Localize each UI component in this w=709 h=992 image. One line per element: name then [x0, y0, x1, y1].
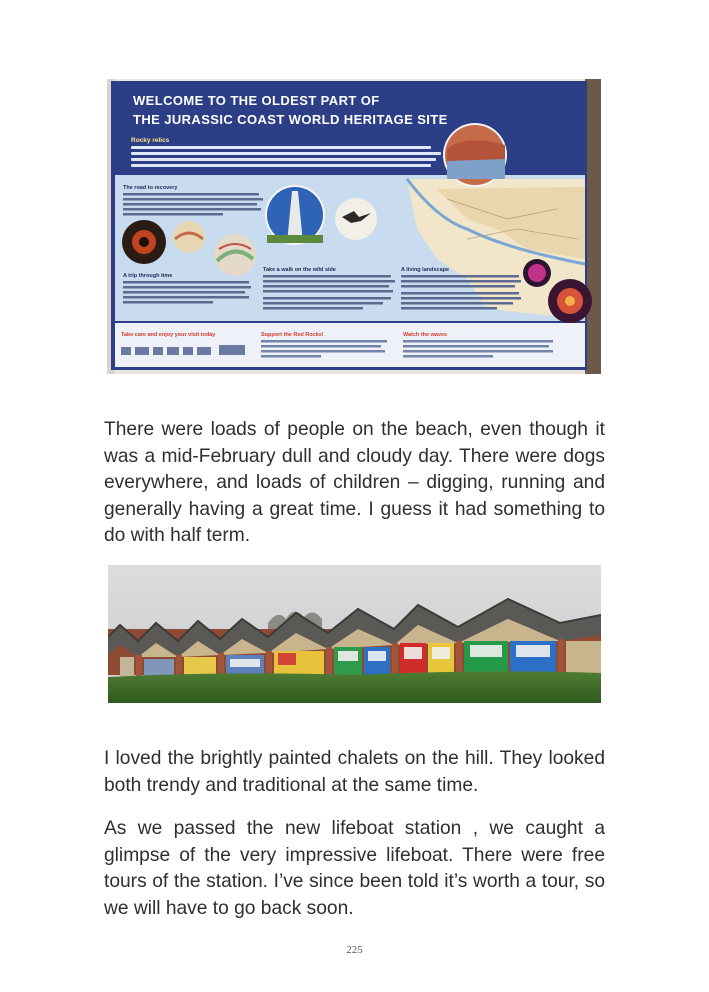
sign-section-heading: Support the Red Rocks! [261, 332, 324, 338]
sign-title-line1: WELCOME TO THE OLDEST PART OF [133, 93, 380, 108]
sign-section-heading: Take care and enjoy your visit today [121, 332, 216, 338]
sign-section-heading: A trip through time [123, 273, 173, 279]
sign-title-line2: THE JURASSIC COAST WORLD HERITAGE SITE [133, 112, 448, 127]
sign-section-heading: Rocky relics [131, 137, 170, 144]
paragraph-beach: There were loads of people on the beach, even though it was a mid-February dull and cloudy day. There were dogs everywhere, and loads of children – digging, running and generally having a great time. I guess it had something to do with half term. [104, 419, 605, 547]
chalets-photo [108, 565, 601, 703]
page-number: 225 [346, 944, 363, 956]
sign-section-heading: A living landscape [401, 267, 450, 273]
paragraph-chalets: I loved the brightly painted chalets on the hill. They looked both trendy and traditional at the same time. [104, 748, 605, 796]
paragraph-lifeboat: As we passed the new lifeboat station , we caught a glimpse of the very impressive lifeboat. There were free tours of the station. I’ve since been told it’s worth a tour, so we will have to go back soon. [104, 818, 605, 919]
sign-section-heading: The road to recovery [123, 185, 178, 191]
sign-section-heading: Take a walk on the wild side [263, 267, 336, 273]
sign-section-heading: Watch the waves [403, 332, 448, 338]
sign-photo [107, 79, 601, 374]
